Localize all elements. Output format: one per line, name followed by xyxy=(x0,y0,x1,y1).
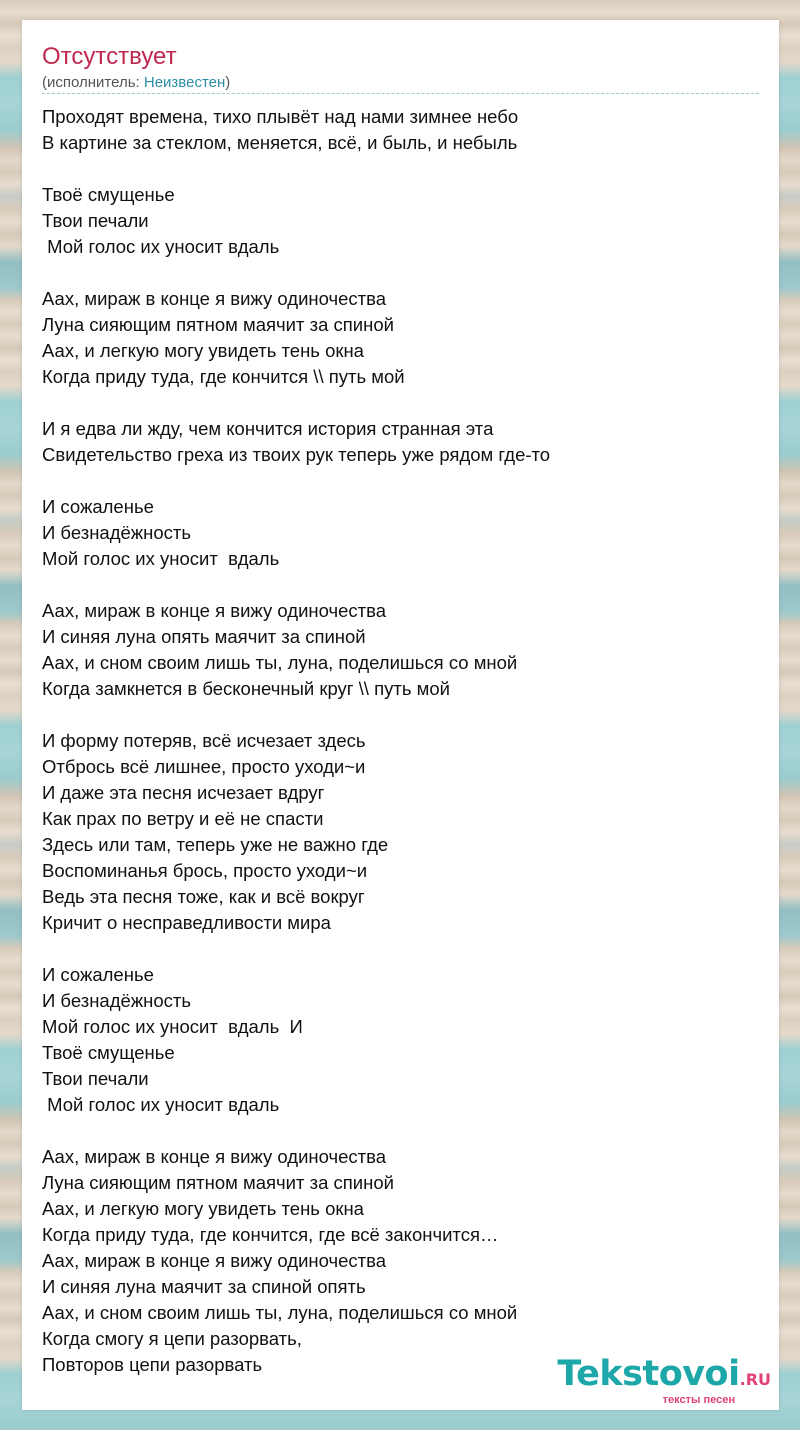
lyric-line: Воспоминанья брось, просто уходи~и xyxy=(42,860,368,881)
lyric-line: Твои печали xyxy=(42,210,149,231)
lyric-line: И сожаленье xyxy=(42,496,154,517)
logo-tagline: тексты песен xyxy=(662,1394,735,1406)
lyric-line: Аах, мираж в конце я вижу одиночества xyxy=(42,288,387,309)
lyric-line: Свидетельство греха из твоих рук теперь уже рядом где-то xyxy=(42,444,551,465)
stanza-break xyxy=(42,1118,759,1144)
artist-prefix: (исполнитель: xyxy=(42,74,144,91)
stanza-break xyxy=(42,572,759,598)
stanza-break xyxy=(42,468,759,494)
logo-name: Tekstovoi xyxy=(557,1354,740,1394)
lyric-line: Отбрось всё лишнее, просто уходи~и xyxy=(42,756,366,777)
lyric-line: Аах, и легкую могу увидеть тень окна xyxy=(42,340,364,361)
lyric-line: Мой голос их уносит вдаль xyxy=(42,548,280,569)
lyric-line: И сожаленье xyxy=(42,964,154,985)
lyrics-page xyxy=(22,20,779,1410)
lyric-line: И форму потеряв, всё исчезает здесь xyxy=(42,730,366,751)
artist-link[interactable]: Неизвестен xyxy=(143,74,226,91)
lyric-line: Аах, мираж в конце я вижу одиночества xyxy=(42,600,387,621)
lyric-line: И я едва ли жду, чем кончится история странная эта xyxy=(42,418,494,439)
lyric-line: Мой голос их уносит вдаль xyxy=(42,1094,280,1115)
stanza-break xyxy=(42,390,759,416)
song-title: Отсутствует xyxy=(42,43,177,70)
lyric-line: Ведь эта песня тоже, как и всё вокруг xyxy=(42,886,365,907)
lyrics-text xyxy=(42,104,759,1378)
lyric-line: Аах, мираж в конце я вижу одиночества xyxy=(42,1250,387,1271)
lyric-line: Аах, и легкую могу увидеть тень окна xyxy=(42,1198,364,1219)
lyric-line: Как прах по ветру и её не спасти xyxy=(42,808,324,829)
artist-suffix: ) xyxy=(225,74,231,91)
lyric-line: Когда смогу я цепи разорвать, xyxy=(42,1328,302,1349)
stanza-break xyxy=(42,156,759,182)
lyric-line: Когда приду туда, где кончится, где всё закончится… xyxy=(42,1224,499,1245)
lyric-line: Аах, и сном своим лишь ты, луна, поделишься со мной xyxy=(42,1302,518,1323)
lyric-line: Луна сияющим пятном маячит за спиной xyxy=(42,1172,394,1193)
lyric-line: Проходят времена, тихо плывёт над нами зимнее небо xyxy=(42,106,519,127)
lyric-line: Твоё смущенье xyxy=(42,184,175,205)
logo-tld: .RU xyxy=(739,1370,771,1389)
site-logo[interactable] xyxy=(557,1356,771,1406)
lyric-line: И даже эта песня исчезает вдруг xyxy=(42,782,325,803)
stanza-break xyxy=(42,936,759,962)
lyric-line: И синяя луна маячит за спиной опять xyxy=(42,1276,366,1297)
lyric-line: Луна сияющим пятном маячит за спиной xyxy=(42,314,394,335)
lyric-line: В картине за стеклом, меняется, всё, и быль, и небыль xyxy=(42,132,518,153)
lyric-line: Аах, и сном своим лишь ты, луна, поделишься со мной xyxy=(42,652,518,673)
lyric-line: И безнадёжность xyxy=(42,522,192,543)
stanza-break xyxy=(42,702,759,728)
lyric-line: Когда замкнется в бесконечный круг \\ путь мой xyxy=(42,678,450,699)
lyric-line: Повторов цепи разорвать xyxy=(42,1354,263,1375)
lyric-line: Когда приду туда, где кончится \\ путь мой xyxy=(42,366,405,387)
lyric-line: Твои печали xyxy=(42,1068,149,1089)
lyric-line: Мой голос их уносит вдаль И xyxy=(42,1016,303,1037)
lyric-line: И синяя луна опять маячит за спиной xyxy=(42,626,366,647)
stanza-break xyxy=(42,260,759,286)
lyric-line: Твоё смущенье xyxy=(42,1042,175,1063)
lyric-line: И безнадёжность xyxy=(42,990,192,1011)
lyric-line: Здесь или там, теперь уже не важно где xyxy=(42,834,389,855)
title-divider xyxy=(42,93,759,94)
lyric-line: Аах, мираж в конце я вижу одиночества xyxy=(42,1146,387,1167)
lyric-line: Кричит о несправедливости мира xyxy=(42,912,331,933)
artist-line xyxy=(42,73,230,93)
lyric-line: Мой голос их уносит вдаль xyxy=(42,236,280,257)
